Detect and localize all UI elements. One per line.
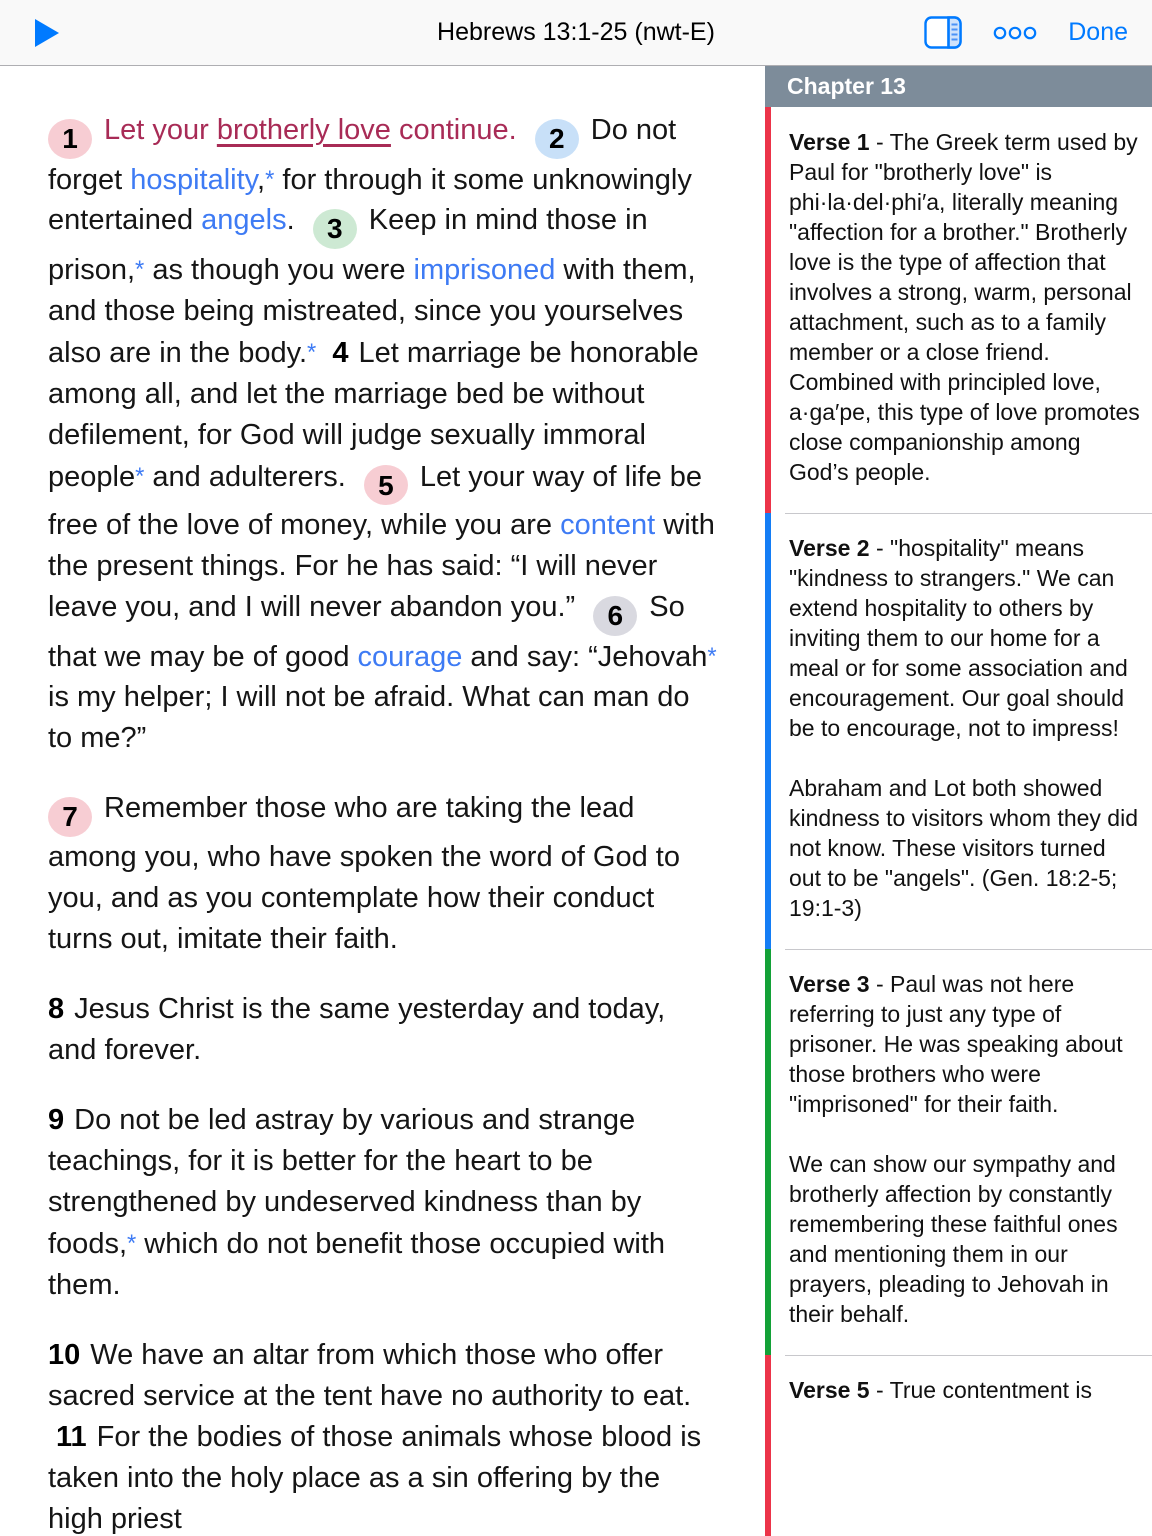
bible-paragraph [48, 110, 721, 759]
bible-link[interactable]: courage [357, 640, 463, 673]
study-note-verse-label: Verse 5 [789, 1377, 870, 1403]
verse-text: and say: “Jehovah [462, 640, 708, 673]
verse-text: brotherly love [216, 114, 391, 146]
verse-text: We have an altar from which those who offer sacred service at the tent have no authority to eat. [48, 1338, 692, 1412]
verse-text: Do not forget [48, 114, 677, 196]
verse-text: For the bodies of those animals whose blood is taken into the holy place as a sin offering by the high priest [48, 1420, 702, 1535]
verse-number-7[interactable]: 7 [48, 797, 92, 837]
bible-link[interactable]: content [560, 509, 656, 542]
verse-number-8[interactable]: 8 [48, 992, 65, 1025]
verse-text: So that we may be of good [48, 591, 685, 673]
verse-number-1[interactable]: 1 [48, 119, 92, 159]
verse-number-2[interactable]: 2 [535, 119, 579, 159]
verse-text: , [257, 163, 266, 196]
study-note-paragraph: Verse 1 - The Greek term used by Paul for "brotherly love" is phi·la·del·phi′a, literally meaning "affection for a brother." Brotherly love is the type of affection that involves a strong, warm, personal attachment, such as to a family member or a close friend. Combined with principled love, a·ga′pe, this type of love promotes close companionship among God’s people. [789, 129, 1140, 485]
footnote-asterisk[interactable]: * [265, 165, 275, 193]
footnote-asterisk[interactable]: * [135, 255, 145, 283]
study-note [765, 949, 1152, 1355]
page-title: Hebrews 13:1-25 (nwt-E) [437, 18, 715, 46]
footnote-asterisk[interactable]: * [135, 462, 145, 490]
verse-text: which do not benefit those occupied with them. [48, 1227, 666, 1301]
verse-text: Let your way of life be free of the love of money, while you are [48, 460, 703, 542]
bible-paragraph [48, 788, 721, 960]
done-button[interactable]: Done [1068, 18, 1128, 46]
study-note-verse-label: Verse 3 [789, 971, 870, 997]
verse-text: as though you were [144, 253, 414, 286]
split-view-icon [924, 16, 962, 49]
footnote-asterisk[interactable]: * [127, 1229, 137, 1257]
study-note-paragraph: We can show our sympathy and brotherly affection by constantly remembering these faithful ones and mentioning them in our prayers, pleading to Jehovah in their behalf. [789, 1151, 1118, 1327]
bible-paragraph [48, 989, 721, 1071]
verse-text: . [286, 204, 295, 237]
bible-text-pane[interactable] [0, 66, 765, 1536]
study-note-paragraph: Verse 3 - Paul was not here referring to just any type of prisoner. He was speaking about those brothers who were "imprisoned" for their faith. [789, 971, 1123, 1117]
verse-text: Remember those who are taking the lead among you, who have spoken the word of God to you, and as you contemplate how their conduct turns out, imitate their faith. [48, 792, 680, 955]
verse-number-3[interactable]: 3 [313, 209, 357, 249]
verse-text: with them, and those being mistreated, since you yourselves also are in the body. [48, 253, 696, 369]
verse-text: for through it some unknowingly entertained [48, 163, 692, 237]
study-note [765, 107, 1152, 513]
study-note-paragraph: Abraham and Lot both showed kindness to visitors whom they did not know. These visitors turned out to be "angels". (Gen. 18:2-5; 19:1-3) [789, 775, 1138, 921]
verse-number-10[interactable]: 10 [48, 1338, 81, 1371]
study-note-paragraph: Verse 2 - "hospitality" means "kindness to strangers." We can extend hospitality to others by inviting them to our home for a meal or for some association and encouragement. Our goal should be to encourage, not to impress! [789, 535, 1128, 741]
bible-paragraph [48, 1100, 721, 1306]
verse-number-9[interactable]: 9 [48, 1103, 65, 1136]
study-notes-sidebar[interactable] [765, 66, 1152, 1536]
bible-link[interactable]: hospitality [130, 163, 258, 196]
bible-paragraph [48, 1335, 721, 1536]
footnote-asterisk[interactable]: * [307, 338, 317, 366]
study-note [765, 1355, 1152, 1536]
verse-text: is my helper; I will not be afraid. What can man do to me?” [48, 681, 690, 755]
verse-text: with the present things. For he has said: “I will never leave you, and I will never abandon you.” [48, 509, 715, 624]
verse-text: Let marriage be honorable among all, and let the marriage bed be without defilement, for God will judge sexually immoral people [48, 336, 699, 493]
study-note-verse-label: Verse 1 [789, 129, 870, 155]
verse-number-11[interactable]: 11 [56, 1420, 87, 1453]
content-area [0, 66, 1152, 1536]
more-options-button[interactable] [992, 25, 1038, 41]
footnote-asterisk[interactable]: * [707, 642, 717, 670]
verse-text: and adulterers. [144, 460, 346, 493]
verse-text: Let your [104, 114, 217, 146]
verse-text: Keep in mind those in prison, [48, 204, 648, 286]
study-note [765, 513, 1152, 949]
verse-number-6[interactable]: 6 [593, 596, 637, 636]
verse-text: continue. [390, 114, 517, 146]
toolbar-right-cluster [924, 0, 1128, 65]
bible-link[interactable]: angels [201, 204, 287, 237]
study-notes-list [765, 107, 1152, 1536]
verse-text: Jesus Christ is the same yesterday and today, and forever. [48, 992, 666, 1066]
chapter-header: Chapter 13 [765, 66, 1152, 107]
split-view-button[interactable] [924, 16, 962, 49]
verse-number-5[interactable]: 5 [364, 465, 408, 505]
top-toolbar [0, 0, 1152, 66]
study-note-verse-label: Verse 2 [789, 535, 870, 561]
bible-verses [48, 110, 721, 1536]
study-note-paragraph: Verse 5 - True contentment is [789, 1377, 1093, 1403]
more-dots-icon [992, 25, 1038, 41]
verse-number-4[interactable]: 4 [332, 336, 349, 369]
bible-link[interactable]: imprisoned [413, 253, 556, 286]
verse-text: Do not be led astray by various and strange teachings, for it is better for the heart to be strengthened by undeserved kindness than by foods, [48, 1103, 642, 1260]
